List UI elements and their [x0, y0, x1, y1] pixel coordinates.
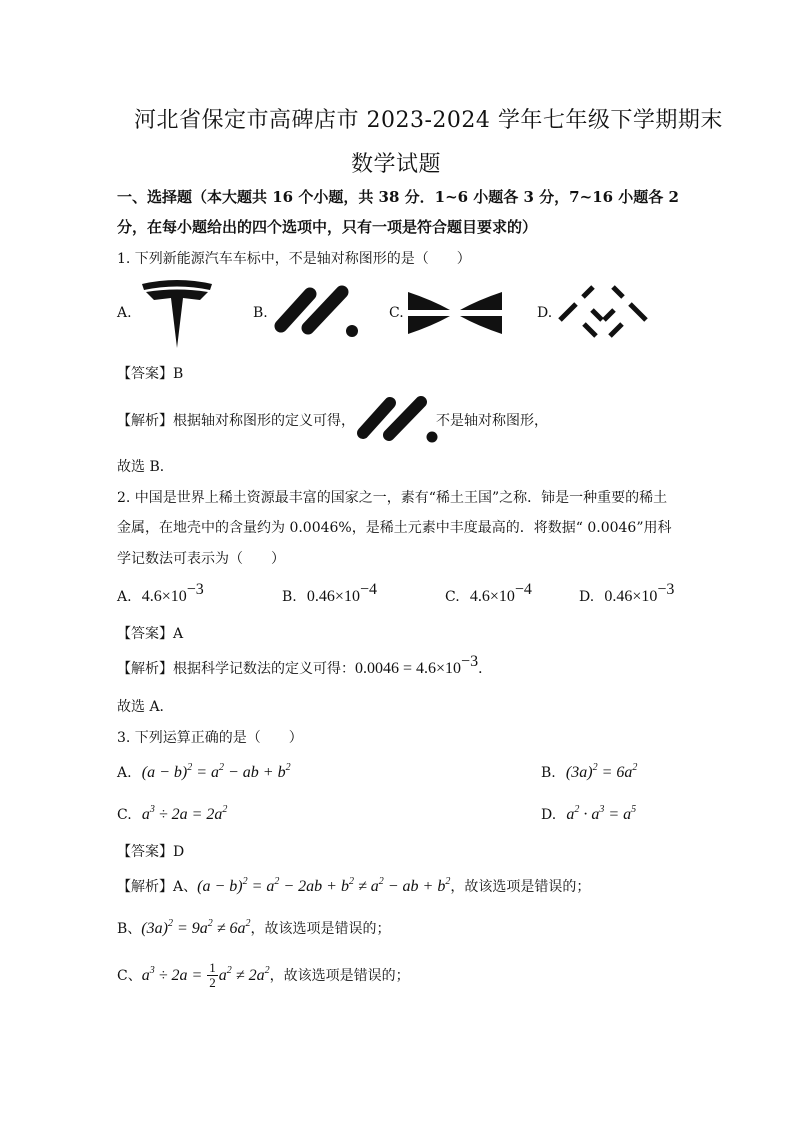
page-title-line1: 河北省保定市高碑店市 2023-2024 学年七年级下学期期末: [134, 108, 723, 133]
q3-option-a: A. $(a - b)^2 = a^2$ − ab + $b^2$: [117, 762, 291, 781]
q2-stem-line1: 2. 中国是世界上稀土资源最丰富的国家之一，素有“稀土王国”之称．铈是一种重要的稀土: [117, 490, 668, 506]
section-heading-line2: 分，在每小题给出的四个选项中，只有一项是符合题目要求的）: [117, 218, 538, 236]
q1-analysis-suffix: 不是轴对称图形，: [436, 413, 548, 429]
q1-analysis-prefix: 【解析】根据轴对称图形的定义可得，: [117, 413, 355, 429]
q2-stem-line2: 金属，在地壳中的含量约为 0.0046%，是稀土元素中丰度最高的．将数据“ 0.0046”用科: [117, 520, 672, 536]
q3-answer: 【答案】D: [117, 844, 185, 860]
stripes-logo-icon: [272, 284, 362, 338]
q3-analysis-c: C、$a^3 \div 2a$ = $\frac{1}{2}$ $a^2 \ne 2a^2$，故该选项是错误的；: [117, 960, 410, 990]
q2-option-c: C. $4.6\times 10^{-4}$: [445, 581, 532, 605]
q1-option-c-label: C.: [389, 305, 404, 321]
q1-option-a-label: A.: [117, 305, 132, 321]
q1-option-d-label: D.: [537, 305, 553, 321]
q3-option-c: C. $a^3 \div 2a = 2a^2$: [117, 804, 228, 823]
q1-answer: 【答案】B: [117, 366, 184, 382]
tesla-logo-icon: [138, 278, 216, 350]
bowtie-logo-icon: [406, 290, 504, 336]
q2-option-b: B. $0.46\times 10^{-4}$: [282, 581, 377, 605]
q2-conclusion: 故选 A．: [117, 699, 174, 715]
q2-answer: 【答案】A: [117, 626, 184, 642]
q3-option-b: B. $(3a)^2 = 6a^2$: [541, 762, 638, 781]
q3-analysis-b: B、$(3a)^2 = 9a^2 \ne 6a^2$，故该选项是错误的；: [117, 918, 391, 937]
q1-stem: 1. 下列新能源汽车车标中，不是轴对称图形的是（ ）: [117, 251, 471, 267]
stripes-logo-small-icon: [354, 394, 442, 444]
q3-analysis-a: 【解析】A、$(a - b)^2 = a^2 - 2ab + b^2 \ne a^2$ − ab + $b^2$，故该选项是错误的；: [117, 876, 591, 895]
q3-option-d: D. $a^2 \cdot a^3 = a^5$: [541, 804, 637, 823]
page-title-line2: 数学试题: [351, 152, 442, 177]
q1-option-b-label: B.: [253, 305, 268, 321]
q3-stem: 3. 下列运算正确的是（ ）: [117, 730, 303, 746]
q2-analysis: 【解析】根据科学记数法的定义可得：$0.0046 = 4.6\times 10^{-3}$．: [117, 653, 493, 677]
q1-conclusion: 故选 B．: [117, 459, 174, 475]
diamond-logo-icon: [556, 282, 650, 340]
section-heading-line1: 一、选择题（本大题共 16 个小题，共 38 分．1~6 小题各 3 分，7~16 小题各 2: [117, 188, 679, 206]
q2-stem-line3: 学记数法可表示为（ ）: [117, 551, 285, 567]
q2-option-a: A. $4.6\times 10^{-3}$: [117, 581, 204, 605]
q2-option-d: D. $0.46\times 10^{-3}$: [579, 581, 675, 605]
